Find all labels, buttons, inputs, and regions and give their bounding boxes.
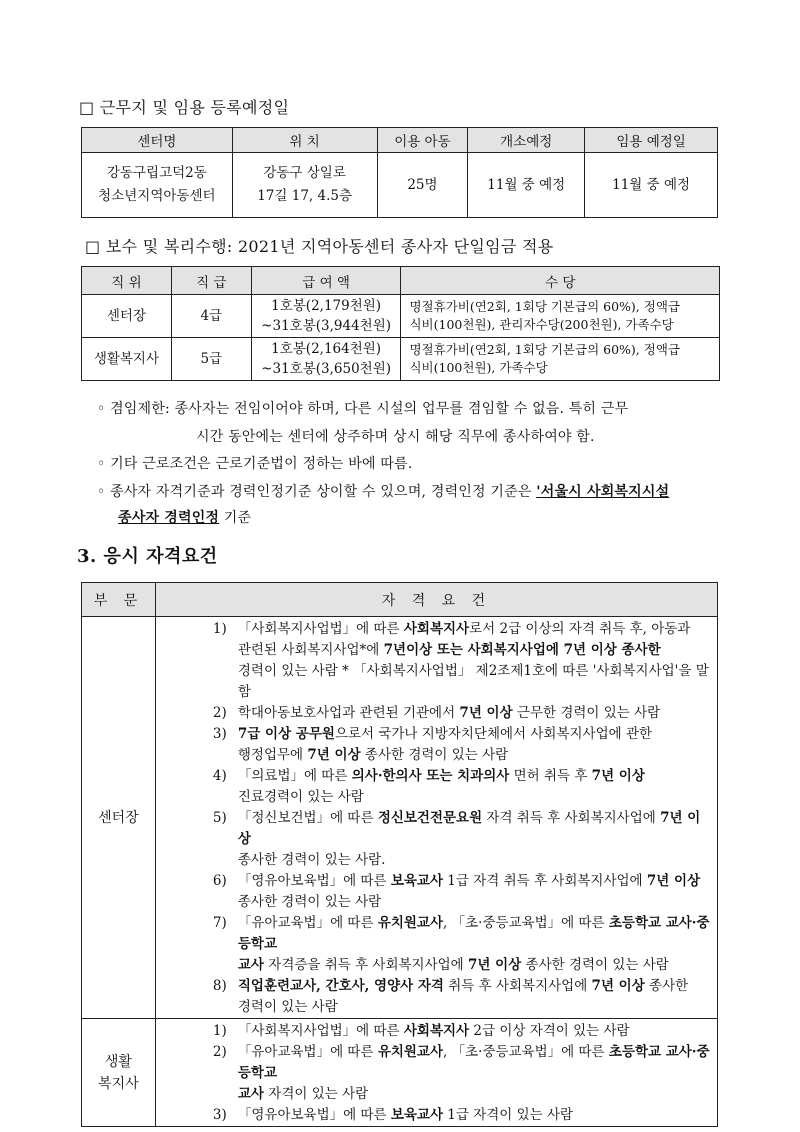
requirement-item <box>156 724 711 766</box>
workplace-table-header <box>82 128 718 153</box>
requirement-number: 1) <box>212 621 227 637</box>
grade-cell: 4급 <box>171 295 251 338</box>
requirement-number: 6) <box>212 873 227 889</box>
location-line2: 17길 17, 4.5층 <box>257 188 353 204</box>
requirement-number: 1) <box>212 1023 227 1039</box>
requirement-line: 「유아교육법」에 따른 유치원교사, 「초·중등교육법」에 따른 초등학교 교사·중등학교 <box>237 1044 710 1081</box>
col-center-name: 센터명 <box>82 128 233 153</box>
col-position: 직 위 <box>82 267 172 295</box>
requirement-item <box>156 976 711 1018</box>
position-cell: 생활복지사 <box>82 338 172 381</box>
qualification-note <box>97 481 669 501</box>
col-location: 위 치 <box>232 128 377 153</box>
salary-line1: 1호봉(2,179천원) <box>271 298 382 314</box>
requirement-line: 「사회복지사업법」에 따른 사회복지사 2급 이상 자격이 있는 사람 <box>237 1023 630 1039</box>
location-cell <box>232 153 377 218</box>
pay-table <box>81 266 720 381</box>
requirement-number: 2) <box>212 1044 227 1060</box>
requirement-number: 3) <box>212 1107 227 1123</box>
requirements-table <box>81 582 718 1127</box>
qualification-link-part1: '서울시 사회복지시설 <box>536 484 670 500</box>
salary-cell <box>251 338 401 381</box>
col-grade: 직 급 <box>171 267 251 295</box>
col-salary: 급 여 액 <box>251 267 401 295</box>
position-cell: 센터장 <box>82 295 172 338</box>
worker-category-cell <box>82 1019 156 1127</box>
worker-requirements-list <box>156 1021 711 1126</box>
requirement-number: 4) <box>212 768 227 784</box>
qualification-note-suffix: 기준 <box>219 510 252 526</box>
requirements-title: 3. 응시 자격요건 <box>77 546 218 567</box>
worker-category-line2: 복지사 <box>98 1075 139 1092</box>
requirement-line: 직업훈련교사, 간호사, 영양사 자격 취득 후 사회복지사업에 7년 이상 종사한 <box>237 978 689 994</box>
requirement-item <box>156 766 711 808</box>
requirement-number: 7) <box>212 915 227 931</box>
director-category-cell: 센터장 <box>82 617 156 1019</box>
requirement-line: 「사회복지사업법」에 따른 사회복지사로서 2급 이상의 자격 취득 후, 아동과 <box>237 621 691 637</box>
requirement-number: 2) <box>212 705 227 721</box>
qualification-note-prefix: ◦ 종사자 자격기준과 경력인정기준 상이할 수 있으며, 경력인정 기준은 <box>97 484 537 500</box>
requirement-line: 교사 자격이 있는 사람 <box>237 1086 369 1102</box>
opening-cell: 11월 중 예정 <box>468 153 585 218</box>
worker-category-line1: 생활 <box>104 1053 132 1070</box>
requirement-item <box>156 808 711 871</box>
qualification-link-part2: 종사자 경력인정 <box>118 510 220 526</box>
location-line1: 강동구 상일로 <box>263 165 346 181</box>
allowance-cell <box>401 338 720 381</box>
requirement-number: 5) <box>212 810 227 826</box>
director-requirements-list <box>156 619 711 1018</box>
requirement-line: 행정업무에 7년 이상 종사한 경력이 있는 사람 <box>237 747 509 763</box>
salary-line1: 1호봉(2,164천원) <box>271 341 382 357</box>
col-appointment: 임용 예정일 <box>585 128 718 153</box>
workplace-table <box>81 127 718 218</box>
requirement-item <box>156 871 711 913</box>
salary-cell <box>251 295 401 338</box>
table-row <box>82 1019 718 1127</box>
col-opening: 개소예정 <box>468 128 585 153</box>
requirement-item <box>156 1021 711 1042</box>
col-division: 부 문 <box>82 583 156 617</box>
appointment-cell: 11월 중 예정 <box>585 153 718 218</box>
salary-line2: ~31호봉(3,944천원) <box>261 318 392 334</box>
requirement-line: 진료경력이 있는 사람 <box>237 789 364 805</box>
requirement-line: 종사한 경력이 있는 사람. <box>237 852 386 868</box>
requirement-item <box>156 703 711 724</box>
table-row <box>82 617 718 1019</box>
allowance-line1: 명절휴가비(연2회, 1회당 기본급의 60%), 정액급 <box>409 299 680 314</box>
qualification-note-line2 <box>118 507 251 527</box>
requirement-item <box>156 1042 711 1105</box>
col-requirements: 자 격 요 건 <box>155 583 717 617</box>
salary-line2: ~31호봉(3,650천원) <box>261 361 392 377</box>
other-conditions-note: ◦ 기타 근로조건은 근로기준법이 정하는 바에 따름. <box>97 456 413 472</box>
table-row <box>82 338 720 381</box>
requirement-line: 「정신보건법」에 따른 정신보건전문요원 자격 취득 후 사회복지사업에 7년 이상 <box>237 810 701 847</box>
children-cell: 25명 <box>377 153 468 218</box>
requirement-line: 교사 자격증을 취득 후 사회복지사업에 7년 이상 종사한 경력이 있는 사람 <box>237 957 669 973</box>
requirement-item <box>156 619 711 703</box>
requirement-line: 「의료법」에 따른 의사·한의사 또는 치과의사 면허 취득 후 7년 이상 <box>237 768 645 784</box>
requirement-line: 학대아동보호사업과 관련된 기관에서 7년 이상 근무한 경력이 있는 사람 <box>237 705 661 721</box>
requirement-item <box>156 913 711 976</box>
pay-table-header <box>82 267 720 295</box>
allowance-cell <box>401 295 720 338</box>
requirement-line: 7급 이상 공무원으로서 국가나 지방자치단체에서 사회복지사업에 관한 <box>237 726 653 742</box>
pay-heading: □ 보수 및 복리수행: 2021년 지역아동센터 종사자 단일임금 적용 <box>85 237 554 256</box>
requirement-number: 3) <box>212 726 227 742</box>
requirement-line: 「영유아보육법」에 따른 보육교사 1급 자격 취득 후 사회복지사업에 7년 이상 <box>237 873 701 889</box>
requirement-line: 「유아교육법」에 따른 유치원교사, 「초·중등교육법」에 따른 초등학교 교사·중등학교 <box>237 915 710 952</box>
center-name-line1: 강동구립고덕2동 <box>106 165 207 181</box>
col-allowance: 수 당 <box>401 267 720 295</box>
grade-cell: 5급 <box>171 338 251 381</box>
workplace-heading: □ 근무지 및 임용 등록예정일 <box>79 98 290 117</box>
requirement-item <box>156 1105 711 1126</box>
col-children: 이용 아동 <box>377 128 468 153</box>
allowance-line1: 명절휴가비(연2회, 1회당 기본급의 60%), 정액급 <box>409 342 680 357</box>
requirement-line: 「영유아보육법」에 따른 보육교사 1급 자격이 있는 사람 <box>237 1107 574 1123</box>
requirement-line: 관련된 사회복지사업*에 7년이상 또는 사회복지사업에 7년 이상 종사한 <box>237 642 661 658</box>
requirements-table-header <box>82 583 718 617</box>
center-name-line2: 청소년지역아동센터 <box>98 188 216 204</box>
director-requirements-cell <box>155 617 717 1019</box>
worker-requirements-cell <box>155 1019 717 1127</box>
requirement-line: 경력이 있는 사람 <box>237 999 338 1015</box>
allowance-line2: 식비(100천원), 관리자수당(200천원), 가족수당 <box>409 317 674 332</box>
table-row <box>82 295 720 338</box>
allowance-line2: 식비(100천원), 가족수당 <box>409 360 548 375</box>
table-row <box>82 153 718 218</box>
requirement-line: 종사한 경력이 있는 사람 <box>237 894 382 910</box>
requirement-number: 8) <box>212 978 227 994</box>
concurrent-note-line1: ◦ 겸임제한: 종사자는 전임이어야 하며, 다른 시설의 업무를 겸임할 수 없음. 특히 근무 <box>97 401 629 417</box>
requirement-line: 경력이 있는 사람 * 「사회복지사업법」 제2조제1호에 따른 '사회복지사업'을 말함 <box>237 663 709 700</box>
concurrent-note-line2: 시간 동안에는 센터에 상주하며 상시 해당 직무에 종사하여야 함. <box>196 429 595 445</box>
center-name-cell <box>82 153 233 218</box>
